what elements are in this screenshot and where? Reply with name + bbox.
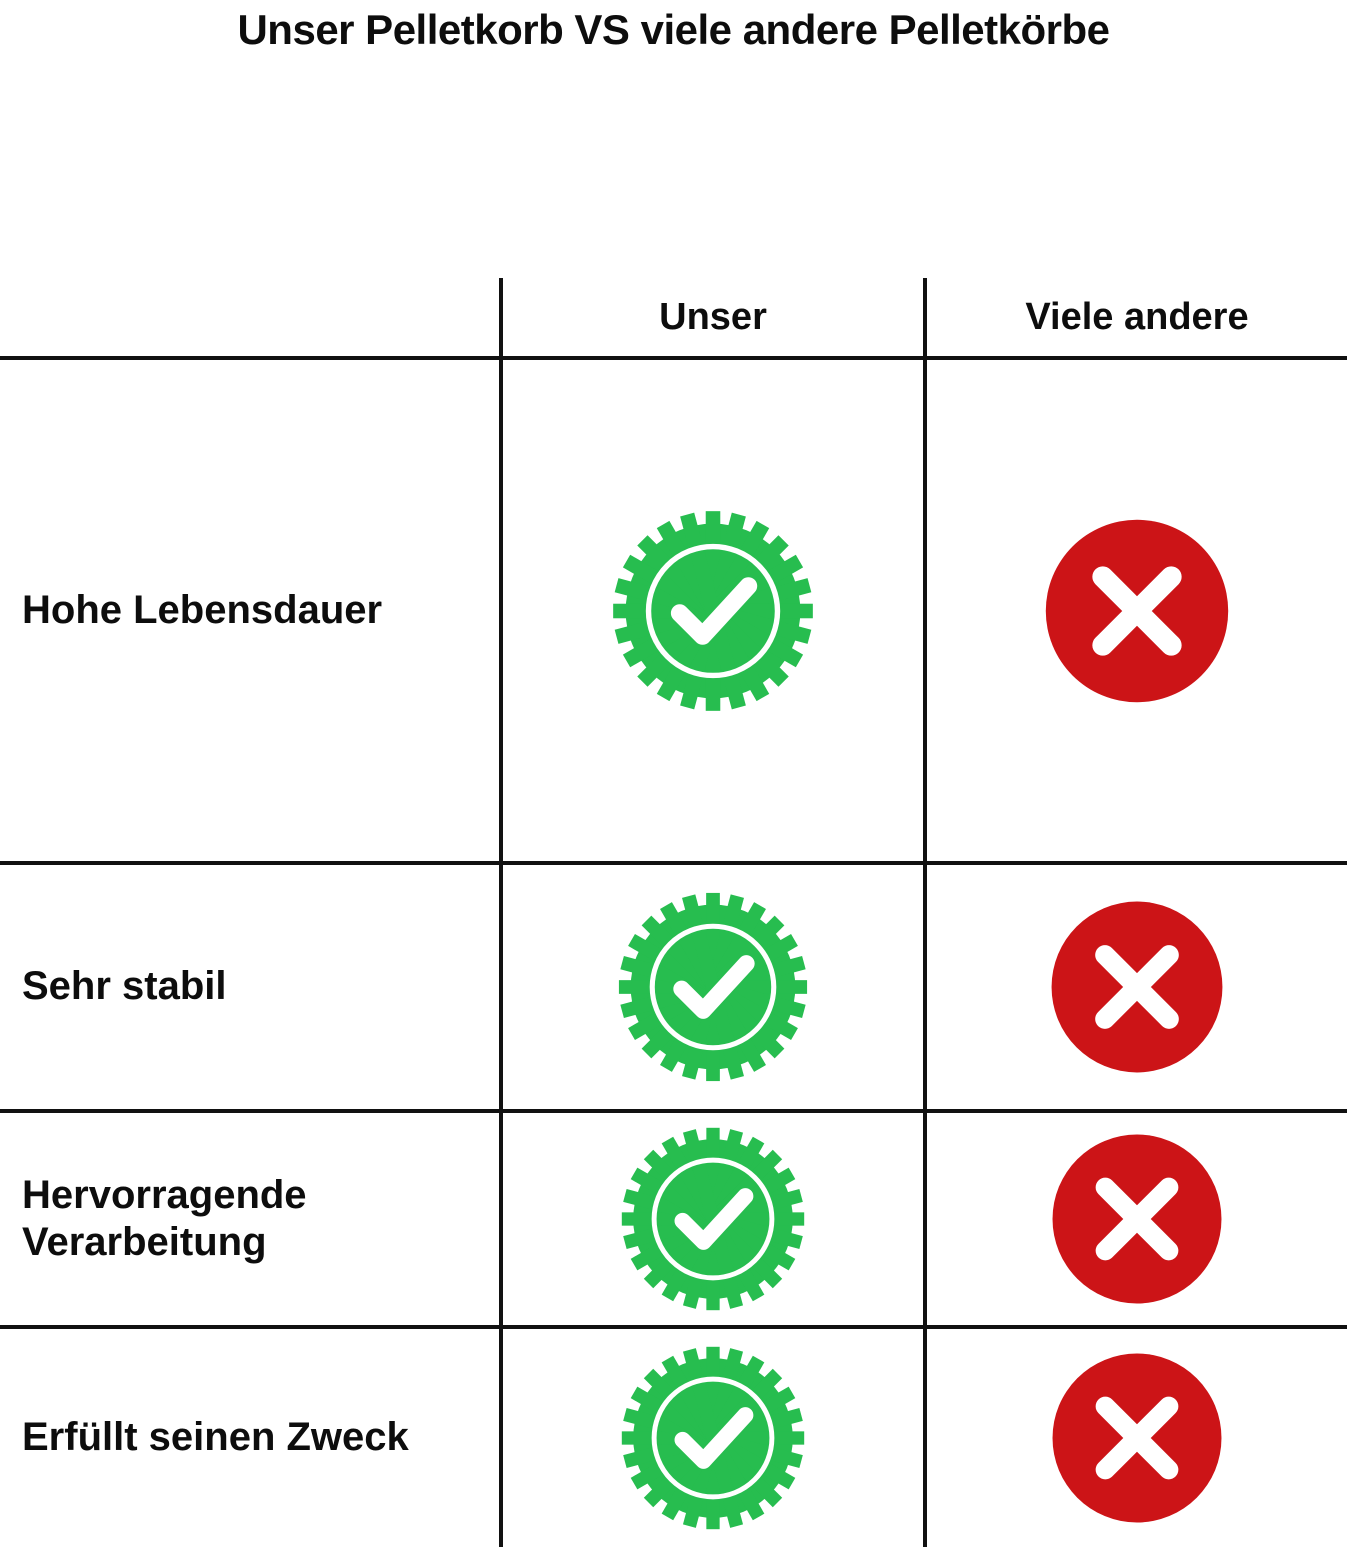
feature-cell [0, 861, 499, 1109]
feature-cell [0, 356, 499, 861]
others-cell [923, 1325, 1347, 1547]
cross-circle-icon [1042, 516, 1232, 706]
header-label-ours: Unser [659, 296, 767, 338]
others-cell [923, 356, 1347, 861]
feature-cell [0, 1325, 499, 1547]
ours-cell [499, 1325, 923, 1547]
feature-label: Hervorragende Verarbeitung [22, 1172, 307, 1264]
table-row [0, 1325, 1347, 1547]
table-row [0, 356, 1347, 861]
table-row [0, 861, 1347, 1109]
check-badge-icon [618, 1124, 808, 1314]
page-title: Unser Pelletkorb VS viele andere Pelletkörbe [237, 6, 1110, 53]
feature-label: Sehr stabil [22, 964, 227, 1009]
check-badge-icon [609, 507, 817, 715]
others-cell [923, 861, 1347, 1109]
cross-circle-icon [1048, 898, 1226, 1076]
check-badge-icon [615, 889, 811, 1085]
others-cell [923, 1109, 1347, 1325]
cross-circle-icon [1049, 1131, 1225, 1307]
header-cell-feature [0, 278, 499, 356]
check-badge-icon [618, 1343, 808, 1533]
ours-cell [499, 356, 923, 861]
ours-cell [499, 861, 923, 1109]
header-label-others: Viele andere [1025, 296, 1249, 338]
feature-label: Erfüllt seinen Zweck [22, 1415, 409, 1460]
table-row [0, 1109, 1347, 1325]
feature-cell [0, 1109, 499, 1325]
header-cell-others [923, 278, 1347, 356]
ours-cell [499, 1109, 923, 1325]
header-cell-ours [499, 278, 923, 356]
table-header-row [0, 278, 1347, 356]
feature-label: Hohe Lebensdauer [22, 587, 383, 632]
comparison-table [0, 278, 1347, 1547]
